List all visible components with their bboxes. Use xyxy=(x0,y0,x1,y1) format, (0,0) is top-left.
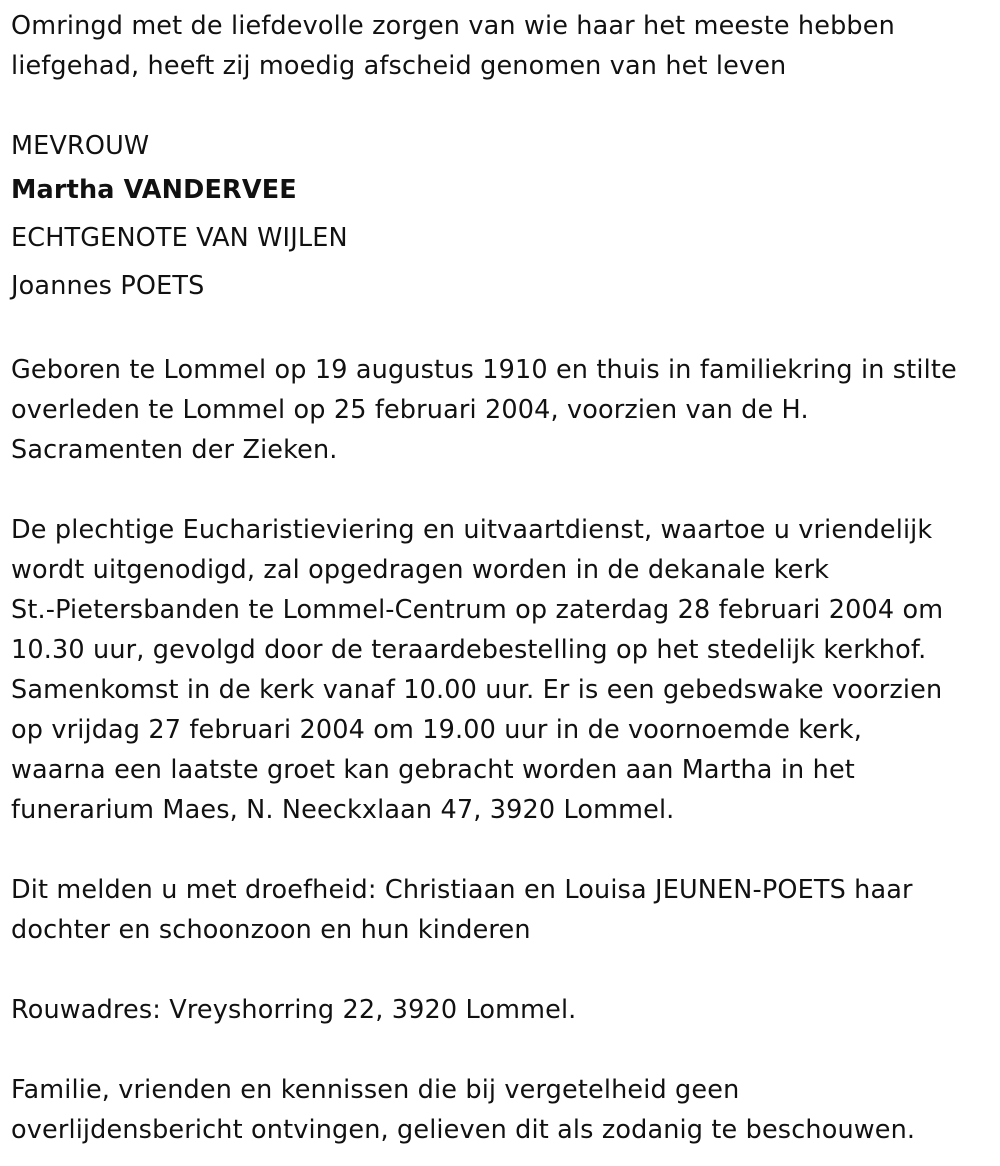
spacer xyxy=(11,470,996,510)
intro-line-1: Omringd met de liefdevolle zorgen van wie haar het meeste hebben xyxy=(11,11,895,41)
spouse-name: Joannes POETS xyxy=(11,271,205,301)
closing-line-1: Familie, vrienden en kennissen die bij vergetelheid geen xyxy=(11,1075,740,1105)
deceased-title: MEVROUW xyxy=(11,131,150,161)
spacer xyxy=(11,310,996,350)
ceremony-line-7: waarna een laatste groet kan gebracht worden aan Martha in het xyxy=(11,755,855,785)
announcers-paragraph xyxy=(11,870,996,950)
ceremony-line-5: Samenkomst in de kerk vanaf 10.00 uur. Er is een gebedswake voorzien xyxy=(11,675,943,705)
announcers-line-1: Dit melden u met droefheid: Christiaan en Louisa JEUNEN-POETS haar xyxy=(11,875,913,905)
birth-death-line-1: Geboren te Lommel op 19 augustus 1910 en thuis in familiekring in stilte xyxy=(11,355,957,385)
intro-paragraph xyxy=(11,6,996,86)
ceremony-line-8: funerarium Maes, N. Neeckxlaan 47, 3920 Lommel. xyxy=(11,795,675,825)
birth-death-line-3: Sacramenten der Zieken. xyxy=(11,435,338,465)
ceremony-line-1: De plechtige Eucharistieviering en uitvaartdienst, waartoe u vriendelijk xyxy=(11,515,933,545)
ceremony-line-3: St.-Pietersbanden te Lommel-Centrum op zaterdag 28 februari 2004 om xyxy=(11,595,944,625)
announcers-line-2: dochter en schoonzoon en hun kinderen xyxy=(11,915,531,945)
ceremony-paragraph xyxy=(11,510,996,830)
spacer xyxy=(11,1030,996,1070)
spacer xyxy=(11,830,996,870)
deceased-block xyxy=(11,126,996,310)
address-paragraph xyxy=(11,990,996,1030)
ceremony-line-4: 10.30 uur, gevolgd door de teraardebestelling op het stedelijk kerkhof. xyxy=(11,635,927,665)
deceased-name: Martha VANDERVEE xyxy=(11,175,297,205)
obituary-notice xyxy=(11,0,996,1150)
ceremony-line-2: wordt uitgenodigd, zal opgedragen worden in de dekanale kerk xyxy=(11,555,830,585)
intro-line-2: liefgehad, heeft zij moedig afscheid genomen van het leven xyxy=(11,51,787,81)
spacer xyxy=(11,86,996,126)
closing-paragraph xyxy=(11,1070,996,1150)
spacer xyxy=(11,950,996,990)
birth-death-line-2: overleden te Lommel op 25 februari 2004, voorzien van de H. xyxy=(11,395,809,425)
birth-death-paragraph xyxy=(11,350,996,470)
closing-line-2: overlijdensbericht ontvingen, gelieven dit als zodanig te beschouwen. xyxy=(11,1115,916,1145)
address-line: Rouwadres: Vreyshorring 22, 3920 Lommel. xyxy=(11,995,577,1025)
deceased-relation: ECHTGENOTE VAN WIJLEN xyxy=(11,223,348,253)
ceremony-line-6: op vrijdag 27 februari 2004 om 19.00 uur in de voornoemde kerk, xyxy=(11,715,862,745)
